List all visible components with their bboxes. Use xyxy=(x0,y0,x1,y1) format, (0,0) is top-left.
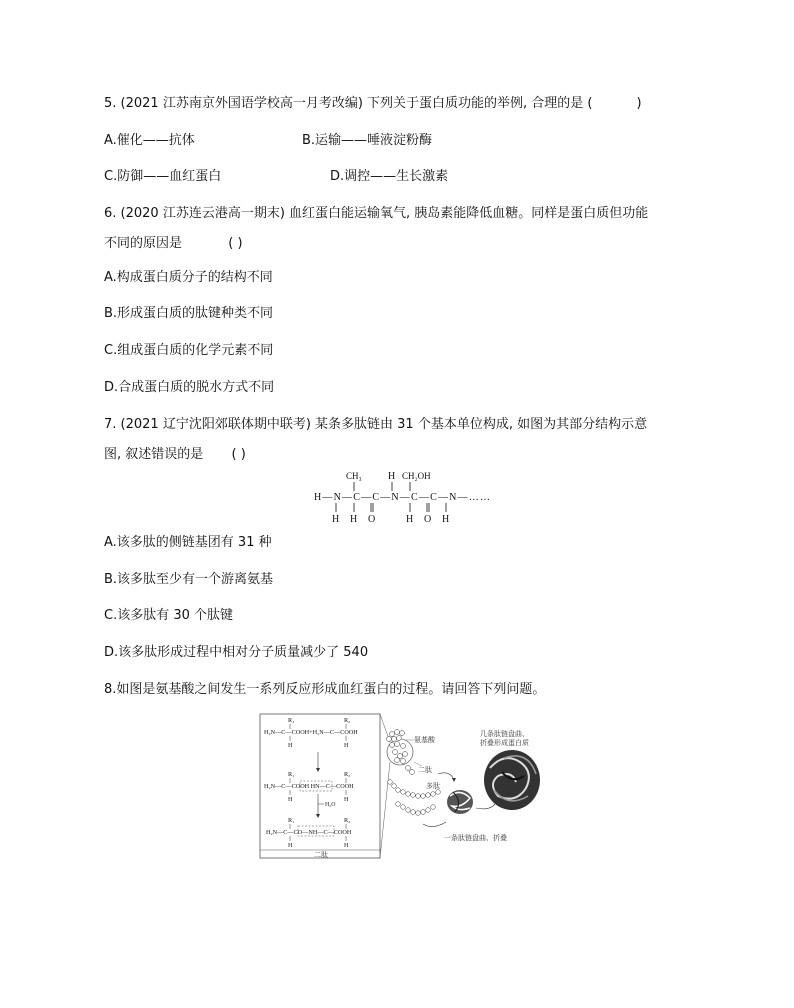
q6-option-c: C.组成蛋白质的化学元素不同 xyxy=(104,343,274,358)
water-label: H₂O xyxy=(325,802,336,808)
hemoglobin-protein xyxy=(484,750,540,810)
q8-protein-formation-figure xyxy=(258,712,578,868)
q7-answer-paren: ( ) xyxy=(231,447,246,462)
q6-option-d: D.合成蛋白质的脱水方式不同 xyxy=(104,380,275,395)
row1-h-left: H xyxy=(288,742,293,749)
formula-bottom-5: H xyxy=(442,514,450,525)
q6-answer-paren: ( ) xyxy=(228,236,243,251)
formula-ch3: CH₃ xyxy=(346,471,362,481)
q7-option-b: B.该多肽至少有一个游离氨基 xyxy=(104,572,274,587)
row2-r2: R₂ xyxy=(344,771,351,778)
q7-option-d: D.该多肽形成过程中相对分子质量减少了 540 xyxy=(104,645,369,660)
row2-h-left: H xyxy=(288,796,293,803)
formula-bottom-1: H xyxy=(350,514,358,525)
label-amino-acid: 氨基酸 xyxy=(414,736,435,744)
formula-bottom-0: H xyxy=(332,514,340,525)
row3-equation: H₂N—C—CO—NH—C—COOH xyxy=(266,829,352,836)
q5-option-d: D.调控——生长激素 xyxy=(330,169,449,184)
label-fold-one: 一条肽链盘曲、折叠 xyxy=(444,834,507,842)
q8-stem: 8.如图是氨基酸之间发生一系列反应形成血红蛋白的过程。请回答下列问题。 xyxy=(104,682,546,697)
row1-h-right: H xyxy=(344,742,349,749)
q6-stem-line1: 6. (2020 江苏连云港高一期末) 血红蛋白能运输氧气, 胰岛素能降低血糖。同样是蛋白质但功能 xyxy=(104,206,649,221)
folded-single-chain xyxy=(447,790,473,814)
row3-h-right: H xyxy=(344,842,349,849)
label-dipeptide: 二肽 xyxy=(418,766,432,774)
q6-stem-line2 xyxy=(104,235,243,253)
amino-acid-cluster xyxy=(387,730,415,775)
formula-bottom-4: O xyxy=(424,514,432,525)
row1-equation: H₂N—C—COOH+H₂N—C—COOH xyxy=(264,729,358,736)
q5-option-c: C.防御——血红蛋白 xyxy=(104,169,222,184)
row2-r1: R₁ xyxy=(288,771,295,778)
formula-bottom-2: O xyxy=(368,514,376,525)
q5-paren-close: ) xyxy=(636,96,642,111)
q5-option-b: B.运输——唾液淀粉酶 xyxy=(302,133,433,148)
formula-ch2oh: CH₂OH xyxy=(402,471,431,481)
formula-top-h: H xyxy=(388,471,396,482)
row3-r1: R₁ xyxy=(288,817,295,824)
row1-r1: R₁ xyxy=(288,717,295,724)
label-fold-multi-2: 折叠形成蛋白质 xyxy=(480,739,529,747)
dipeptide-box-label: 二肽 xyxy=(314,851,328,859)
row3-h-left: H xyxy=(288,842,293,849)
label-fold-multi-1: 几条肽链盘曲、 xyxy=(480,730,529,738)
q7-stem-line2 xyxy=(104,446,246,464)
label-polypeptide: 多肽 xyxy=(426,782,440,790)
q6-option-b: B.形成蛋白质的肽键种类不同 xyxy=(104,306,274,321)
q5-stem xyxy=(104,95,642,113)
q6-stem-line2-text: 不同的原因是 xyxy=(104,236,183,251)
row1-r2: R₂ xyxy=(344,717,351,724)
formula-bottom-3: H xyxy=(406,514,414,525)
q7-option-a: A.该多肽的侧链基团有 31 种 xyxy=(104,535,272,550)
q7-stem-line1: 7. (2021 辽宁沈阳郊联体期中联考) 某条多肽链由 31 个基本单位构成, 如图为其部分结构示意 xyxy=(104,417,648,432)
row2-h-right: H xyxy=(344,796,349,803)
q5-stem-text: 5. (2021 江苏南京外国语学校高一月考改编) 下列关于蛋白质功能的举例, 合理的是 ( xyxy=(104,96,593,111)
row3-r2: R₂ xyxy=(344,817,351,824)
q7-structure-formula xyxy=(306,467,506,527)
formula-main-chain: H—N—C—C—N—C—C—N—…… xyxy=(314,492,492,503)
row2-equation: H₂N—C—COOH HN—C—COOH xyxy=(264,783,354,790)
q7-option-c: C.该多肽有 30 个肽键 xyxy=(104,608,234,623)
q5-option-a: A.催化——抗体 xyxy=(104,133,195,148)
q7-stem-line2-text: 图, 叙述错误的是 xyxy=(104,447,204,462)
q6-option-a: A.构成蛋白质分子的结构不同 xyxy=(104,270,273,285)
